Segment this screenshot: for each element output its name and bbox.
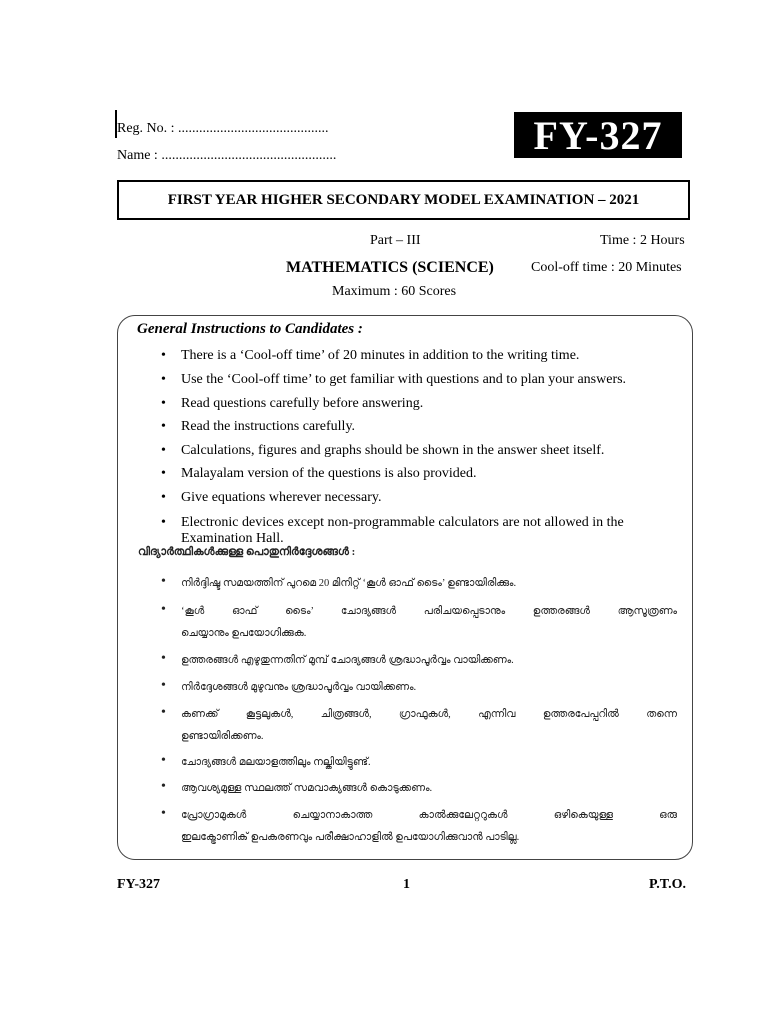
bullet-dot-icon: •	[161, 651, 166, 666]
bullet-dot-icon: •	[161, 602, 166, 617]
bullet-dot-icon: •	[161, 779, 166, 794]
reg-no-field: Reg. No. : ...........................................	[117, 121, 329, 136]
paper-code-badge: FY-327	[514, 112, 682, 158]
instructions-heading: General Instructions to Candidates :	[137, 321, 363, 337]
time-label: Time : 2 Hours	[600, 233, 685, 248]
bullet-dot-icon: •	[161, 466, 166, 481]
instruction-item-continued: Examination Hall.	[181, 531, 284, 546]
malayalam-item: • ചോദ്യങ്ങൾ മലയാളത്തിലും നല്കിയിട്ടുണ്ട്.	[161, 753, 371, 768]
bullet-dot-icon: •	[161, 753, 166, 768]
bullet-dot-icon: •	[161, 574, 166, 589]
malayalam-item: • ആവശ്യമുള്ള സ്ഥലത്ത് സമവാക്യങ്ങൾ കൊടുക്കണം.	[161, 779, 433, 794]
instruction-item: • Read the instructions carefully.	[161, 419, 356, 434]
pto-label: P.T.O.	[649, 877, 686, 892]
max-score-label: Maximum : 60 Scores	[332, 284, 457, 299]
subject-title: MATHEMATICS (SCIENCE)	[286, 259, 494, 276]
bullet-dot-icon: •	[161, 515, 166, 530]
malayalam-item-continued: ഉണ്ടായിരിക്കണം.	[181, 731, 264, 742]
instruction-item: • Read questions carefully before answering.	[161, 396, 424, 411]
exam-title: FIRST YEAR HIGHER SECONDARY MODEL EXAMINATION – 2021	[117, 180, 690, 220]
instruction-item: • Calculations, figures and graphs should be shown in the answer sheet itself.	[161, 443, 605, 458]
bullet-dot-icon: •	[161, 396, 166, 411]
malayalam-heading: വിദ്യാർത്ഥികൾക്കുള്ള പൊതുനിർദ്ദേശങ്ങൾ :	[138, 546, 356, 558]
bullet-dot-icon: •	[161, 443, 166, 458]
malayalam-item: • ഉത്തരങ്ങൾ എഴുതുന്നതിന് മുമ്പ് ചോദ്യങ്ങൾ ശ്രദ്ധാപൂർവ്വം വായിക്കണം.	[161, 651, 514, 666]
malayalam-item-continued: ചെയ്യാനും ഉപയോഗിക്കുക.	[181, 628, 307, 639]
footer-paper-code: FY-327	[117, 877, 161, 892]
bullet-dot-icon: •	[161, 348, 166, 363]
instruction-item: • Use the ‘Cool-off time’ to get familiar with questions and to plan your answers.	[161, 372, 627, 387]
instruction-item: • There is a ‘Cool-off time’ of 20 minutes in addition to the writing time.	[161, 348, 580, 363]
bullet-dot-icon: •	[161, 806, 166, 821]
name-field: Name : ..................................................	[117, 148, 337, 163]
malayalam-item-continued: ഇലക്ട്രോണിക് ഉപകരണവും പരീക്ഷാഹാളിൽ ഉപയോഗിക്കുവാൻ പാടില്ല.	[181, 832, 520, 843]
bullet-dot-icon: •	[161, 678, 166, 693]
cool-off-label: Cool-off time : 20 Minutes	[531, 260, 682, 275]
malayalam-item: • നിർദ്ദിഷ്ട സമയത്തിന് പുറമെ 20 മിനിറ്റ് ‘കൂൾ ഓഫ് ടൈം’ ഉണ്ടായിരിക്കും.	[161, 574, 517, 589]
part-label: Part – III	[370, 233, 421, 248]
malayalam-item: • പ്രോഗ്രാമുകൾ ചെയ്യാനാകാത്ത കാൽക്കുലേറ്ററുകൾ ഒഴികെയുള്ള ഒരു	[161, 806, 677, 821]
bullet-dot-icon: •	[161, 705, 166, 720]
bullet-dot-icon: •	[161, 419, 166, 434]
instruction-item: • Malayalam version of the questions is also provided.	[161, 466, 477, 481]
instruction-item: • Give equations wherever necessary.	[161, 490, 382, 505]
instruction-item: • Electronic devices except non-programmable calculators are not allowed in the	[161, 515, 624, 530]
bullet-dot-icon: •	[161, 490, 166, 505]
bullet-dot-icon: •	[161, 372, 166, 387]
page-number: 1	[403, 877, 410, 892]
malayalam-item: • നിർദ്ദേശങ്ങൾ മുഴുവനും ശ്രദ്ധാപൂർവ്വം വായിക്കണം.	[161, 678, 417, 693]
malayalam-item: • കണക്ക് കൂട്ടലുകൾ, ചിത്രങ്ങൾ, ഗ്രാഫുകൾ, എന്നിവ ഉത്തരപേപ്പറിൽ തന്നെ	[161, 705, 677, 720]
malayalam-item: • ‘കൂൾ ഓഫ് ടൈം’ ചോദ്യങ്ങൾ പരിചയപ്പെടാനും ഉത്തരങ്ങൾ ആസൂത്രണം	[161, 602, 677, 617]
